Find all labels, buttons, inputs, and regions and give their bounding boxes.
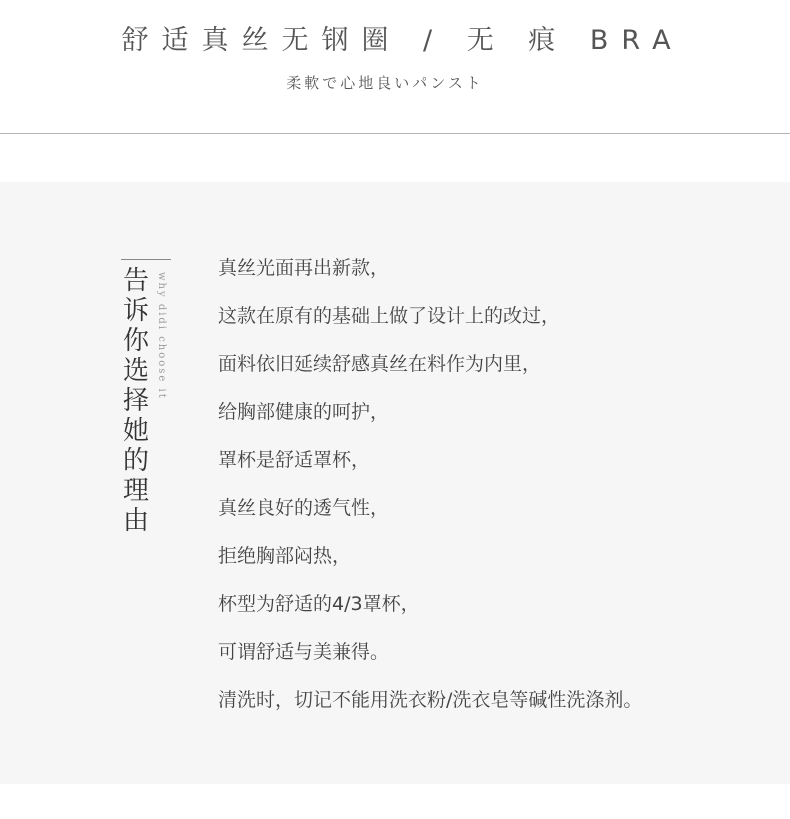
- description-line: 给胸部健康的呵护，: [218, 401, 390, 423]
- side-heading-english: why didi choose it: [156, 272, 167, 400]
- description-line: 面料依旧延续舒感真丝在料作为内里，: [218, 353, 542, 375]
- description-line: 可谓舒适与美兼得。: [218, 641, 390, 663]
- description-line: 罩杯是舒适罩杯，: [218, 449, 371, 471]
- description-list: [218, 254, 642, 734]
- description-line: 这款在原有的基础上做了设计上的改过，: [218, 305, 561, 327]
- page-subtitle: 柔軟で心地良いパンスト: [286, 74, 484, 92]
- description-line: 真丝良好的透气性，: [218, 497, 390, 519]
- header-divider: [0, 133, 790, 134]
- description-line: 真丝光面再出新款，: [218, 257, 390, 279]
- side-heading-rule: [121, 259, 171, 260]
- description-line: 杯型为舒适的4/3罩杯，: [218, 593, 420, 615]
- description-line: 清洗时，切记不能用洗衣粉/洗衣皂等碱性洗涤剂。: [218, 689, 643, 711]
- side-heading: 告诉你选择她的理由: [122, 266, 149, 536]
- page-title: 舒适真丝无钢圈 / 无 痕 BRA: [121, 25, 684, 56]
- description-line: 拒绝胸部闷热，: [218, 545, 352, 567]
